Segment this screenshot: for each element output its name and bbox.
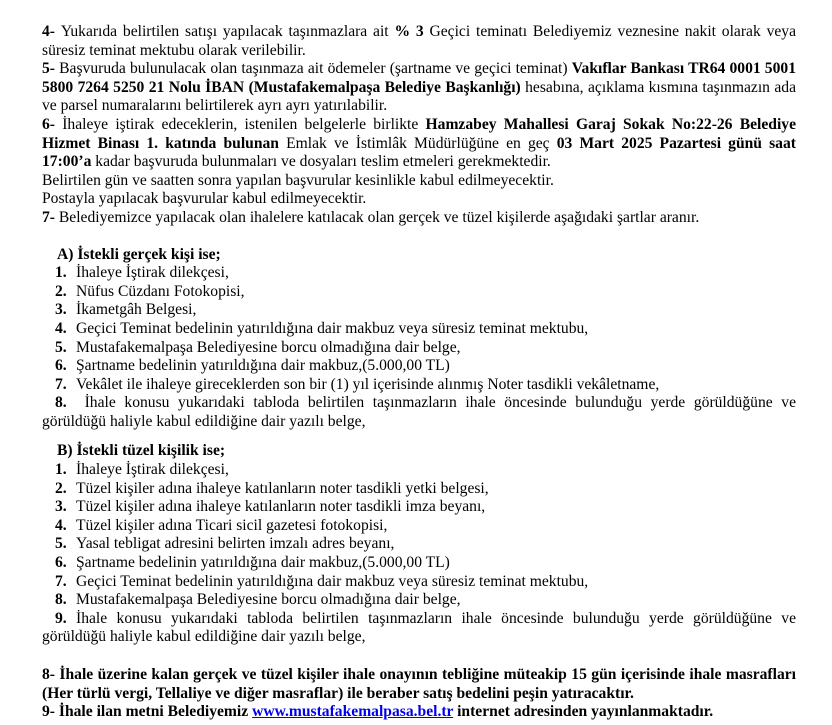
list-item [42,498,796,517]
list-item [42,394,796,431]
list-item-text: İhale konusu yukarıdaki tabloda belirtilen taşınmazların ihale öncesinde bulunduğu yerde görüldüğüne ve görüldüğü haliyle kabul edildiğine dair yazılı belge, [42,609,796,646]
list-item-text: Mustafakemalpaşa Belediyesine borcu olmadığına dair belge, [76,338,461,356]
list-item [42,535,796,554]
text-run: 4- [42,23,61,40]
list-item-text: Geçici Teminat bedelinin yatırıldığına dair makbuz veya süresiz teminat mektubu, [76,572,589,590]
list-item-text: Şartname bedelinin yatırıldığına dair makbuz,(5.000,00 TL) [76,554,450,572]
list-item-number: 9. [55,609,67,627]
list-item [42,591,796,610]
note-postal-paragraph [42,190,796,209]
list-item-text: İkametgâh Belgesi, [76,301,197,319]
section-real-persons [42,246,796,432]
list-item [42,283,796,302]
text-run: internet adresinden yayınlanmaktadır. [453,703,714,721]
list-item [42,357,796,376]
text-run: 6- [42,115,63,133]
list-item [42,517,796,536]
list-item-text: Mustafakemalpaşa Belediyesine borcu olmadığına dair belge, [76,591,461,609]
section-a-heading: A) İstekli gerçek kişi ise; [57,245,221,263]
text-run: Vakıflar Bankası TR64 0001 5001 5800 7264 5250 21 Nolu İBAN (Mustafakemalpaşa Belediye Başkanlığı) [42,60,796,96]
text-run: Postayla yapılacak başvurular kabul edilmeyecektir. [42,190,367,208]
list-item-number: 6. [55,554,67,572]
list-item [42,554,796,573]
text-run: 03 Mart 2025 Pazartesi günü saat 17:00’a [42,134,796,171]
list-item [42,610,796,647]
list-item-number: 8. [55,591,67,609]
text-run: Belediyemizce yapılacak olan ihalelere katılacak olan gerçek ve tüzel kişilerde aşağıdaki şartlar aranır. [58,208,700,226]
list-item-text: Yasal tebligat adresini belirten imzalı adres beyanı, [76,535,395,553]
list-item-number: 1. [55,461,67,479]
list-item-text: İhaleye İştirak dilekçesi, [76,264,229,282]
clause-5-paragraph [42,60,796,116]
section-a-list [42,264,796,431]
text-run: % 3 [394,23,430,40]
text-run: Hamzabey Mahallesi Garaj Sokak No:22-26 Belediye Hizmet Binası 1. katında bulunan [42,115,796,152]
list-item [42,264,796,283]
list-item-number: 7. [55,375,67,393]
text-run: 7- [42,208,59,226]
list-item-number: 8. [55,394,67,412]
list-item-number: 6. [55,357,67,375]
list-item [42,339,796,358]
text-run: hesabına, açıklama kısmına taşınmazın ada ve parsel numaralarını belirtilerek ayrı ayrı yatırılabilir. [42,78,796,115]
list-item [42,301,796,320]
list-item [42,461,796,480]
text-run: 9- İhale ilan metni Belediyemiz [42,703,253,721]
section-legal-entities [42,442,796,647]
list-item-number: 5. [55,535,67,553]
text-run: 5- [42,60,60,78]
list-item-number: 2. [55,282,67,300]
list-item-number: 4. [55,319,67,337]
list-item-text: Geçici Teminat bedelinin yatırıldığına dair makbuz veya süresiz teminat mektubu, [76,319,589,337]
list-item-text: Vekâlet ile ihaleye gireceklerden son bir (1) yıl içerisinde alınmış Noter tasdikli vekâletname, [76,375,660,393]
list-item [42,320,796,339]
list-item-text: Tüzel kişiler adına ihaleye katılanların noter tasdikli yetki belgesi, [76,479,489,497]
clause-6-paragraph [42,116,796,172]
list-item-number: 3. [55,498,67,516]
clause-4-paragraph [42,23,796,60]
section-b-list [42,461,796,647]
list-item [42,376,796,395]
text-run: Emlak ve İstimlâk Müdürlüğüne en geç [286,134,557,152]
list-item-number: 4. [55,516,67,534]
note-deadline-paragraph [42,172,796,191]
list-item-text: Nüfus Cüzdanı Fotokopisi, [76,282,245,300]
closing-clauses [42,666,796,722]
list-item-text: Tüzel kişiler adına Ticari sicil gazetesi fotokopisi, [76,516,388,534]
list-item-number: 1. [55,264,67,282]
section-b-heading: B) İstekli tüzel kişilik ise; [57,442,226,460]
text-run: Yukarıda belirtilen satışı yapılacak taşınmazlara ait [60,23,395,40]
website-link[interactable]: www.mustafakemalpasa.bel.tr [252,703,454,721]
list-item-text: İhaleye İştirak dilekçesi, [76,461,229,479]
text-run: 8- İhale üzerine kalan gerçek ve tüzel kişiler ihale onayının tebliğine müteakip 15 gün içerisinde ihale masrafları (Her türlü vergi, Tellaliye ve diğer masraflar) ile beraber satış bedelini peşin yatıracaktır. [42,666,796,702]
text-run: Başvuruda bulunulacak olan taşınmaza ait ödemeler (şartname ve geçici teminat) [59,60,572,78]
text-run: Belirtilen gün ve saatten sonra yapılan başvurular kesinlikle kabul edilmeyecektir. [42,171,554,189]
list-item-text: Şartname bedelinin yatırıldığına dair makbuz,(5.000,00 TL) [76,357,450,375]
list-item-number: 2. [55,479,67,497]
list-item [42,480,796,499]
list-item-text: İhale konusu yukarıdaki tabloda belirtilen taşınmazların ihale öncesinde bulunduğu yerde görüldüğüne ve görüldüğü haliyle kabul edildiğine dair yazılı belge, [42,394,796,430]
text-run: Geçici teminatı Belediyemiz veznesine nakit olarak veya süresiz teminat mektubu olarak verilebilir. [42,23,797,59]
text-run: kadar başvuruda bulunmaları ve dosyaları teslim etmeleri gerekmektedir. [95,153,551,171]
clause-7-paragraph [42,209,796,228]
list-item-number: 5. [55,338,67,356]
list-item [42,573,796,592]
list-item-number: 3. [55,301,67,319]
list-item-text: Tüzel kişiler adına ihaleye katılanların noter tasdikli imza beyanı, [76,498,486,516]
text-run: İhaleye iştirak edeceklerin, istenilen belgelerle birlikte [62,115,426,133]
clause-9-paragraph [42,703,796,722]
clause-8-paragraph [42,666,796,703]
list-item-number: 7. [55,572,67,590]
